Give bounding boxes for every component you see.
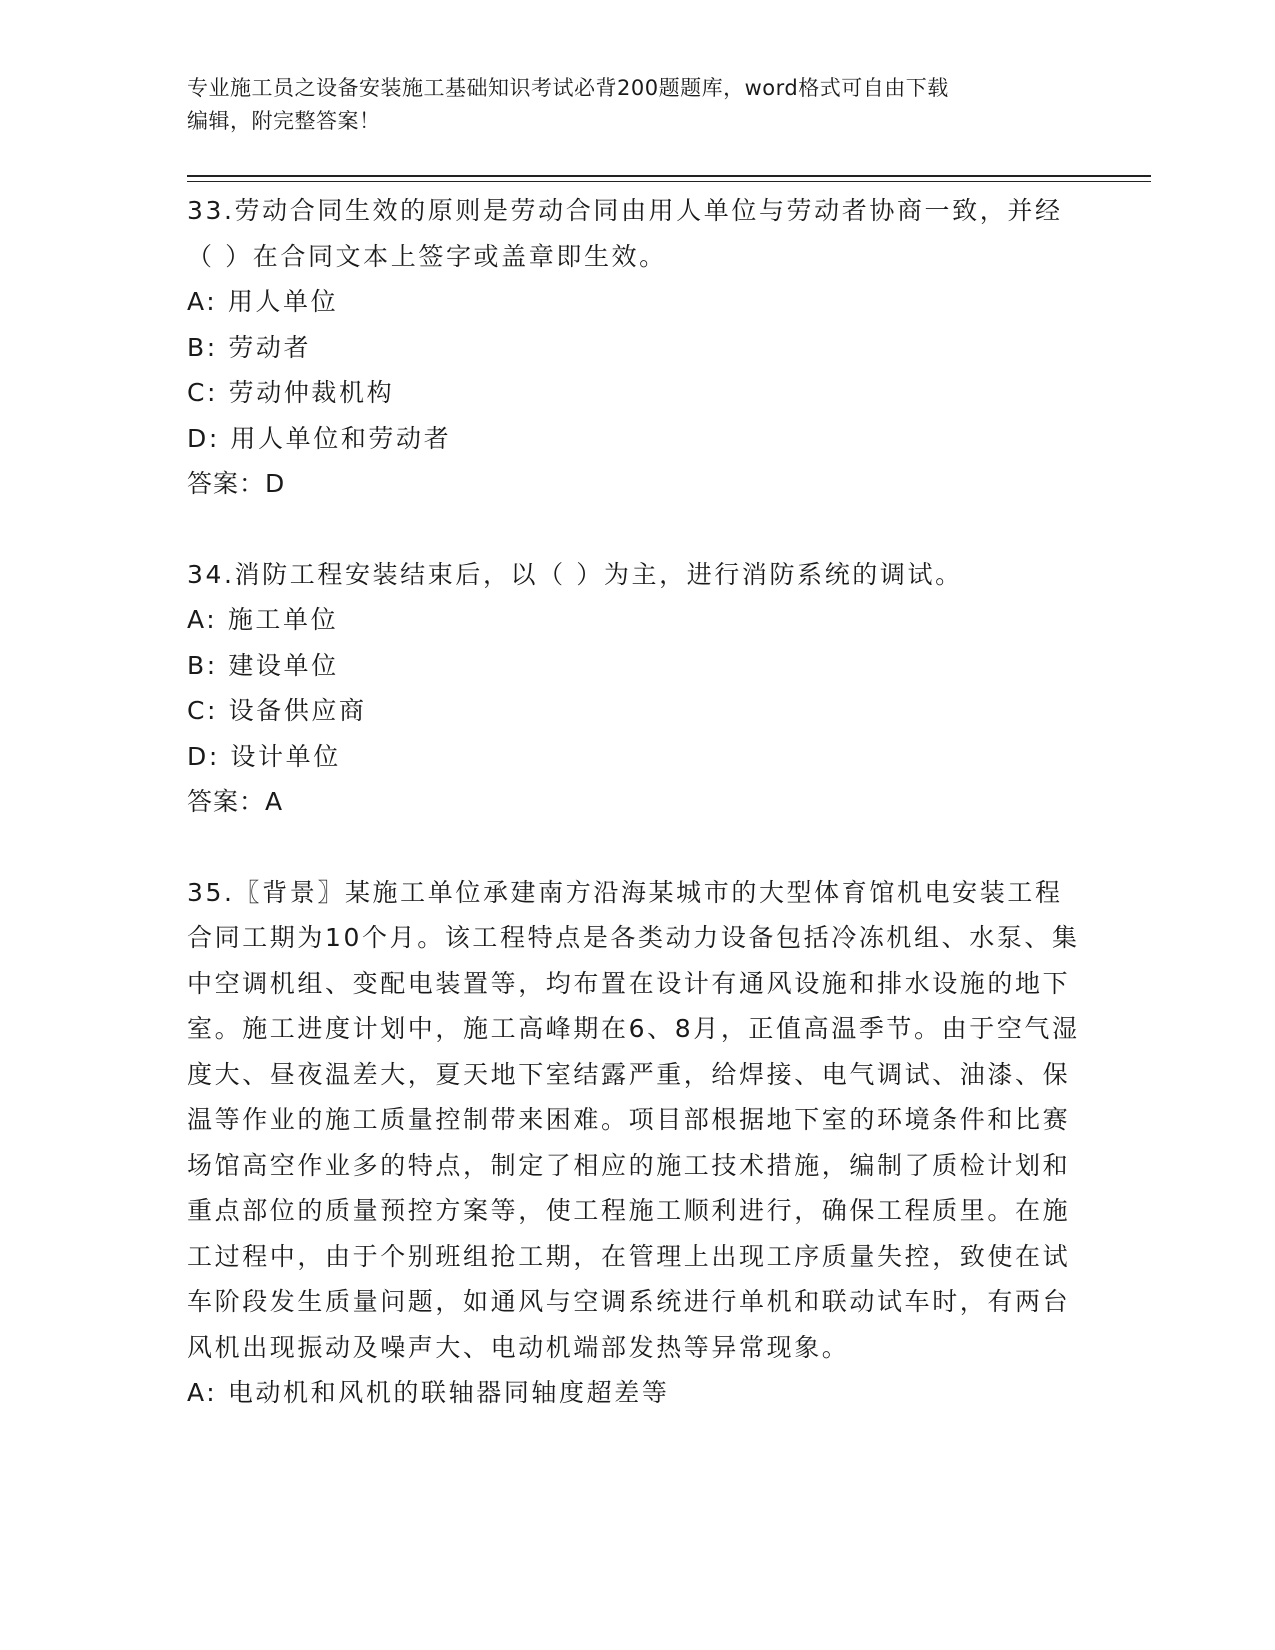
option-d: D: 设计单位 (187, 741, 341, 771)
header-divider-thin (187, 181, 1151, 182)
header-line-1: 专业施工员之设备安装施工基础知识考试必背200题题库，word格式可自由下载 (187, 76, 949, 100)
option-b: B: 建设单位 (187, 650, 339, 680)
answer: 答案：A (187, 787, 284, 816)
document-header (187, 72, 1087, 138)
option-a: A: 电动机和风机的联轴器同轴度超差等 (187, 1378, 670, 1407)
question-spacer (187, 825, 1087, 870)
answer: 答案：D (187, 469, 286, 498)
question-stem: 35.〖背景〗某施工单位承建南方沿海某城市的大型体育馆机电安装工程合同工期为10个月。该工程特点是各类动力设备包括冷冻机组、水泵、集中空调机组、变配电装置等，均布置在设计有通风设施和排水设施的地下室。施工进度计划中，施工高峰期在6、8月，正值高温季节。由于空气湿度大、昼夜温差大，夏天地下室结露严重，给焊接、电气调试、油漆、保温等作业的施工质量控制带来困难。项目部根据地下室的环境条件和比赛场馆高空作业多的特点，制定了相应的施工技术措施，编制了质检计划和重点部位的质量预控方案等，使工程施工顺利进行，确保工程质里。在施工过程中，由于个别班组抢工期，在管理上出现工序质量失控，致使在试车阶段发生质量问题，如通风与空调系统进行单机和联动试车时，有两台风机出现振动及噪声大、电动机端部发热等异常现象。 (187, 877, 1080, 1362)
option-d: D: 用人单位和劳动者 (187, 423, 452, 453)
question-34 (187, 552, 1087, 825)
question-stem: 33.劳动合同生效的原则是劳动合同由用人单位与劳动者协商一致，并经（ ）在合同文本上签字或盖章即生效。 (187, 196, 1063, 271)
question-spacer (187, 507, 1087, 552)
header-divider-thick (187, 175, 1151, 177)
question-35 (187, 870, 1087, 1416)
option-a: A: 用人单位 (187, 287, 339, 316)
option-a: A: 施工单位 (187, 605, 339, 634)
question-33 (187, 188, 1087, 507)
question-stem: 34.消防工程安装结束后，以（ ）为主，进行消防系统的调试。 (187, 559, 963, 589)
question-list (187, 188, 1087, 1416)
option-b: B: 劳动者 (187, 332, 312, 362)
option-c: C: 设备供应商 (187, 696, 367, 725)
header-line-2: 编辑，附完整答案！ (187, 109, 381, 133)
option-c: C: 劳动仲裁机构 (187, 378, 395, 407)
